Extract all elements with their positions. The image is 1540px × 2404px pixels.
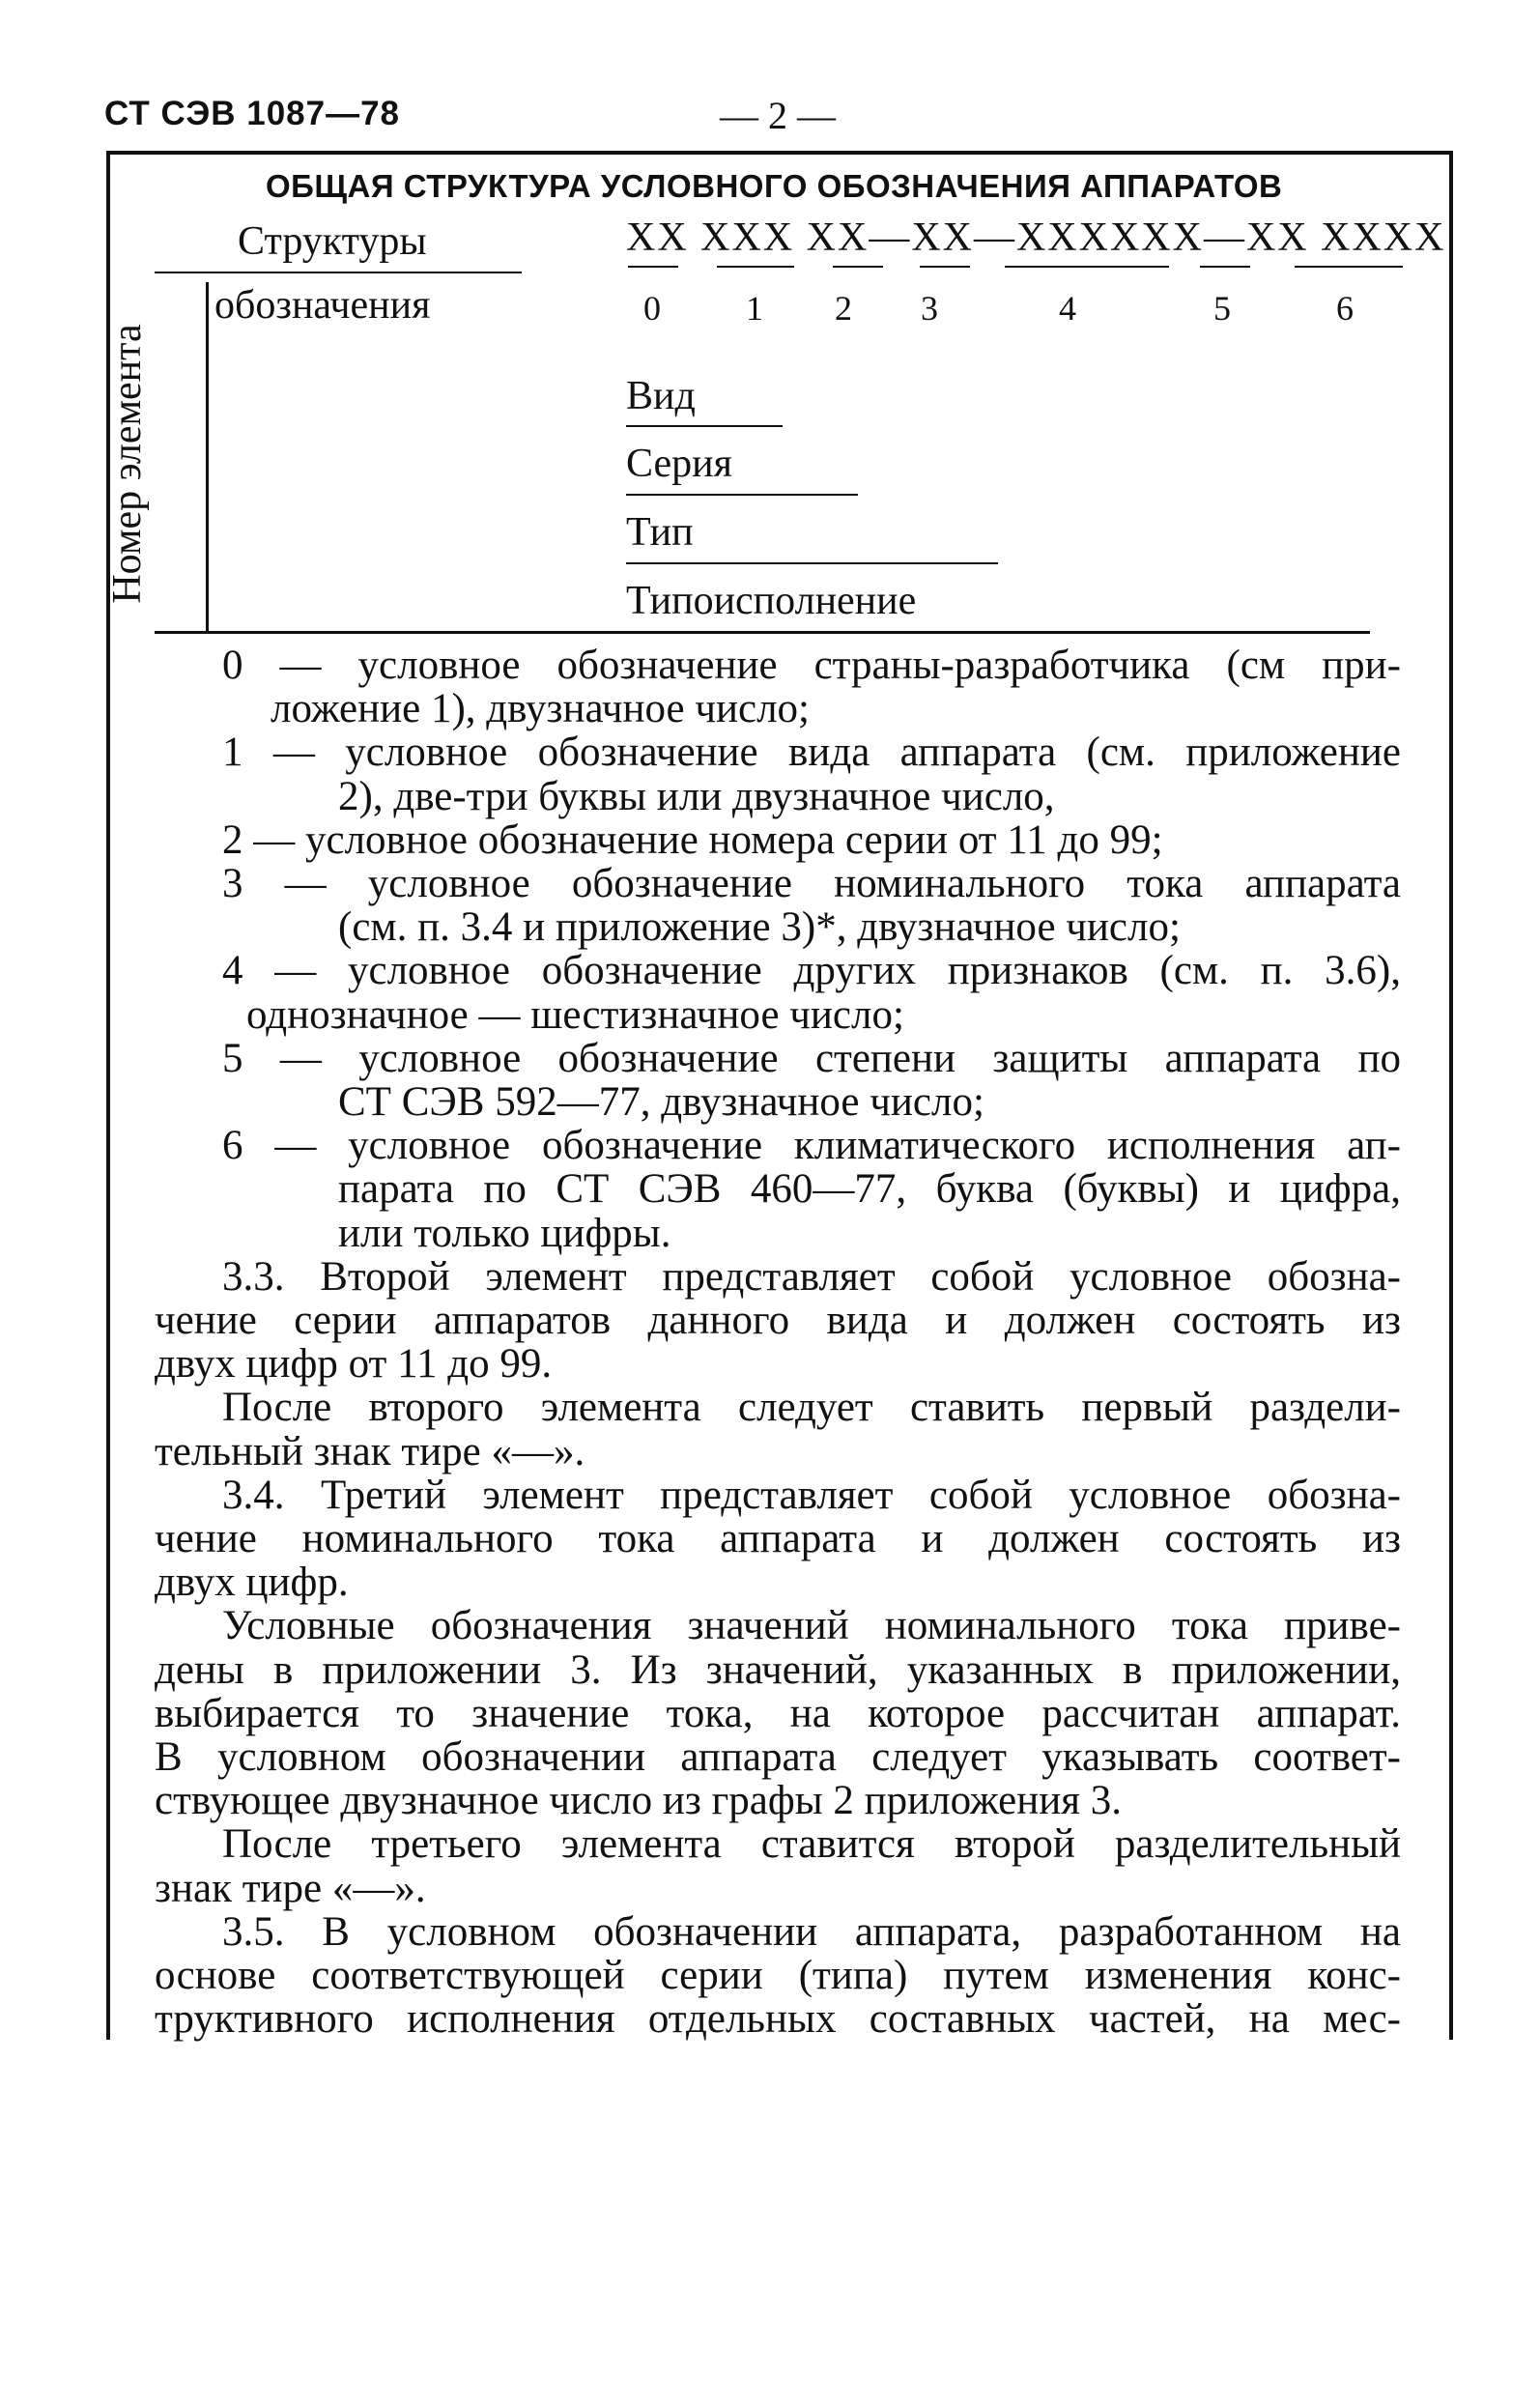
element-number-2: 2 (835, 289, 852, 328)
paragraph-line: 3.5. В условном обозначении аппарата, разработанном на (222, 1908, 1401, 1955)
element-number-1: 1 (746, 289, 763, 328)
pattern-underline-2 (833, 266, 883, 268)
table-bottom-rule (155, 631, 1370, 634)
pattern-underline-3 (920, 266, 970, 268)
item-tipoispolnenie: Типоисполнение (626, 579, 917, 623)
legend-line: 4 — условное обозначение других признаков (см. п. 3.6), (222, 948, 1401, 994)
legend-line: 5 — условное обозначение степени защиты аппарата по (222, 1035, 1401, 1081)
pattern-underline-1 (717, 266, 794, 268)
paragraph-line: выбирается то значение тока, на которое рассчитан аппарат. (155, 1690, 1401, 1736)
table-vertical-rule (206, 282, 209, 632)
item-tip: Тип (626, 510, 694, 555)
pattern-underline-5 (1200, 266, 1250, 268)
item-vid: Вид (626, 374, 696, 418)
body-text (155, 644, 1401, 2042)
paragraph-line: Условные обозначения значений номинального тока приве- (222, 1603, 1401, 1649)
legend-line: 2), две-три буквы или двузначное число, (338, 773, 1055, 819)
legend-line: или только цифры. (338, 1210, 671, 1256)
element-number-5: 5 (1213, 289, 1231, 328)
pattern-underline-4 (1005, 266, 1169, 268)
element-number-4: 4 (1059, 289, 1076, 328)
paragraph-line: тельный знак тире «—». (155, 1428, 585, 1474)
structure-label-underline (155, 272, 522, 273)
frame-top-rule (106, 151, 1453, 155)
paragraph-line: 3.3. Второй элемент представляет собой условное обозна- (222, 1253, 1401, 1300)
paragraph-line: чение номинального тока аппарата и должен состоять из (155, 1516, 1401, 1562)
page-number: — 2 — (720, 94, 836, 137)
legend-line: 0 — условное обозначение страны-разработчика (см при- (222, 643, 1401, 688)
paragraph-line: дены в приложении 3. Из значений, указанных в приложении, (155, 1646, 1401, 1693)
legend-line: парата по СТ СЭВ 460—77, буква (буквы) и цифра, (338, 1166, 1401, 1213)
paragraph-line: двух цифр. (155, 1560, 349, 1606)
element-number-label: Номер элемента (105, 324, 150, 604)
paragraph-line: чение серии аппаратов данного вида и должен состоять из (155, 1298, 1401, 1344)
legend-line: 3 — условное обозначение номинального тока аппарата (222, 861, 1401, 907)
legend-line: СТ СЭВ 592—77, двузначное число; (338, 1079, 984, 1126)
paragraph-line: 3.4. Третий элемент представляет собой условное обозна- (222, 1472, 1401, 1518)
item-seriya-underline (626, 494, 858, 496)
legend-line: ложение 1), двузначное число; (271, 686, 810, 732)
paragraph-line: знак тире «—». (155, 1865, 426, 1911)
designation-label: обозначения (214, 283, 431, 328)
element-number-0: 0 (643, 289, 661, 328)
element-number-3: 3 (921, 289, 938, 328)
legend-line: 2 — условное обозначение номера серии от 11 до 99; (222, 816, 1163, 863)
table-title: ОБЩАЯ СТРУКТУРА УСЛОВНОГО ОБОЗНАЧЕНИЯ АППАРАТОВ (266, 168, 1283, 204)
pattern-underline-6 (1295, 266, 1403, 268)
legend-line: однозначное — шестизначное число; (246, 991, 904, 1038)
structure-label: Структуры (238, 219, 427, 264)
paragraph-line: В условном обозначении аппарата следует указывать соответ- (155, 1734, 1401, 1781)
paragraph-line: основе соответствующей серии (типа) путем изменения конс- (155, 1953, 1401, 1999)
legend-line: 6 — условное обозначение климатического исполнения ап- (222, 1123, 1401, 1169)
document-code: СТ СЭВ 1087—78 (104, 95, 401, 132)
item-seriya: Серия (626, 442, 732, 486)
legend-line: 1 — условное обозначение вида аппарата (см. приложение (222, 730, 1401, 776)
item-vid-underline (626, 425, 783, 427)
paragraph-line: труктивного исполнения отдельных составных частей, на мес- (155, 1996, 1401, 2043)
item-tip-underline (626, 562, 998, 564)
pattern-underline-0 (628, 266, 678, 268)
paragraph-line: После второго элемента следует ставить первый раздели- (222, 1385, 1401, 1431)
frame-right-rule (1449, 151, 1453, 2040)
element-number-6: 6 (1336, 289, 1354, 328)
legend-line: (см. п. 3.4 и приложение 3)*, двузначное число; (338, 904, 1181, 951)
structure-pattern: XX XXX XX—XX—XXXXXX—XX XXXX (626, 215, 1446, 260)
paragraph-line: ствующее двузначное число из графы 2 приложения 3. (155, 1778, 1123, 1824)
paragraph-line: После третьего элемента ставится второй разделительный (222, 1821, 1401, 1868)
paragraph-line: двух цифр от 11 до 99. (155, 1341, 553, 1388)
